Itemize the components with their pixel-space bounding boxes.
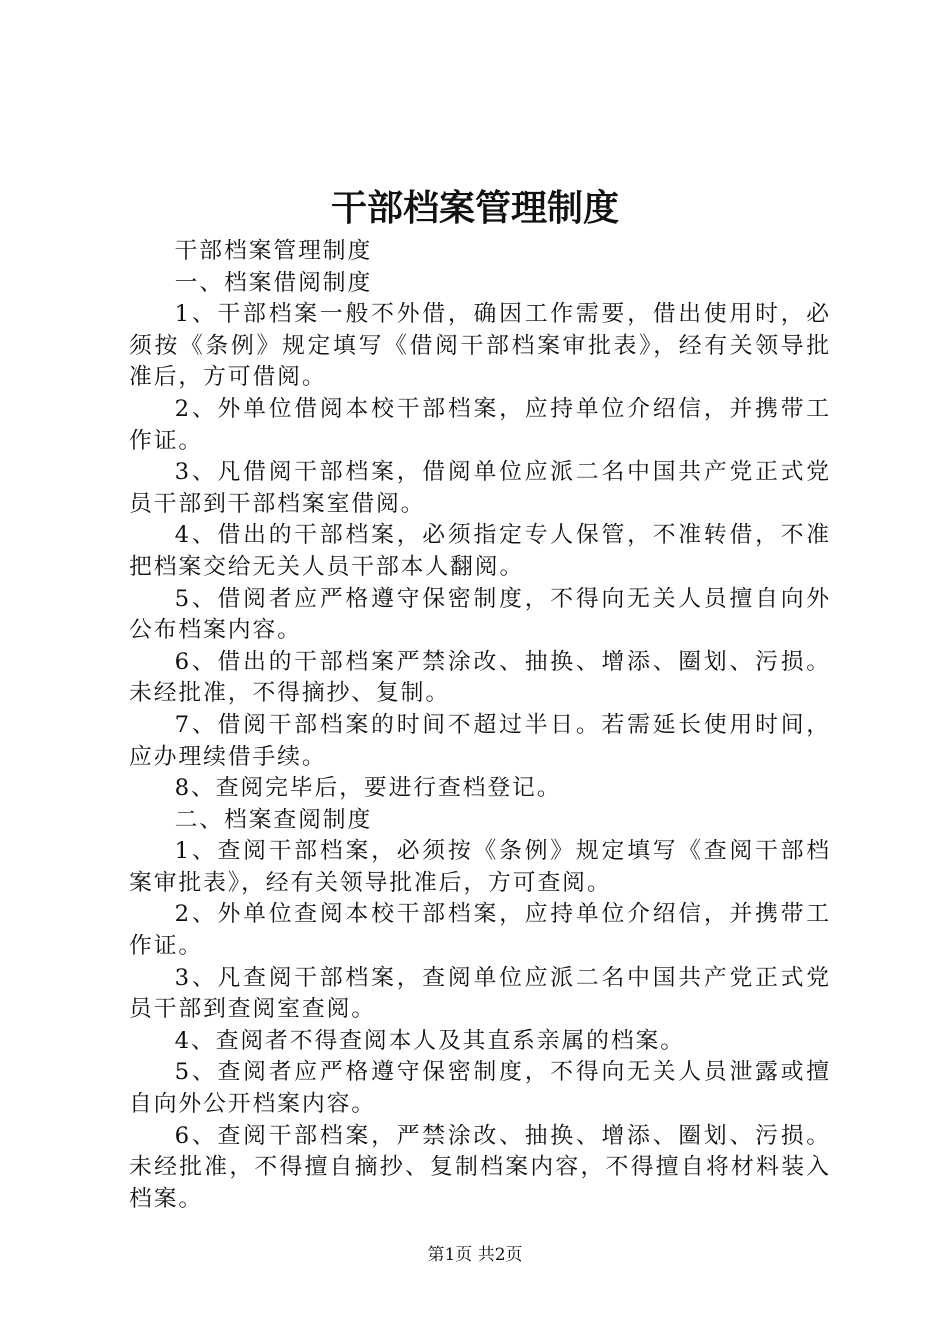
paragraph: 8、查阅完毕后，要进行查档登记。 [174, 775, 562, 802]
paragraph: 3、凡借阅干部档案，借阅单位应派二名中国共产党正式党员干部到干部档案室借阅。 [129, 459, 831, 517]
paragraph: 4、查阅者不得查阅本人及其直系亲属的档案。 [174, 1027, 685, 1054]
section-heading-borrow: 一、档案借阅制度 [174, 269, 373, 296]
paragraph: 6、借出的干部档案严禁涂改、抽换、增添、圈划、污损。未经批准，不得摘抄、复制。 [129, 648, 831, 707]
document-body [129, 236, 831, 1215]
page-footer: 第1页 共2页 [427, 1245, 523, 1265]
section-heading-consult: 二、档案查阅制度 [174, 806, 373, 833]
paragraph: 5、借阅者应严格遵守保密制度，不得向无关人员擅自向外公布档案内容。 [129, 585, 831, 644]
page-title: 干部档案管理制度 [330, 187, 619, 229]
paragraph: 2、外单位借阅本校干部档案，应持单位介绍信，并携带工作证。 [129, 395, 831, 454]
paragraph: 7、借阅干部档案的时间不超过半日。若需延长使用时间，应办理续借手续。 [129, 711, 831, 770]
paragraph: 3、凡查阅干部档案，查阅单位应派二名中国共产党正式党员干部到查阅室查阅。 [129, 964, 831, 1023]
paragraph: 6、查阅干部档案，严禁涂改、抽换、增添、圈划、污损。未经批准，不得擅自摘抄、复制档案内容，不得擅自将材料装入档案。 [129, 1122, 831, 1212]
paragraph: 1、干部档案一般不外借，确因工作需要，借出使用时，必须按《条例》规定填写《借阅干部档案审批表》，经有关领导批准后，方可借阅。 [129, 301, 831, 391]
paragraph: 4、借出的干部档案，必须指定专人保管，不准转借，不准把档案交给无关人员干部本人翻阅。 [129, 522, 831, 580]
paragraph: 5、查阅者应严格遵守保密制度，不得向无关人员泄露或擅自向外公开档案内容。 [129, 1059, 831, 1118]
subtitle: 干部档案管理制度 [174, 238, 373, 264]
paragraph: 2、外单位查阅本校干部档案，应持单位介绍信，并携带工作证。 [129, 901, 831, 960]
paragraph: 1、查阅干部档案，必须按《条例》规定填写《查阅干部档案审批表》，经有关领导批准后，方可查阅。 [129, 838, 831, 896]
